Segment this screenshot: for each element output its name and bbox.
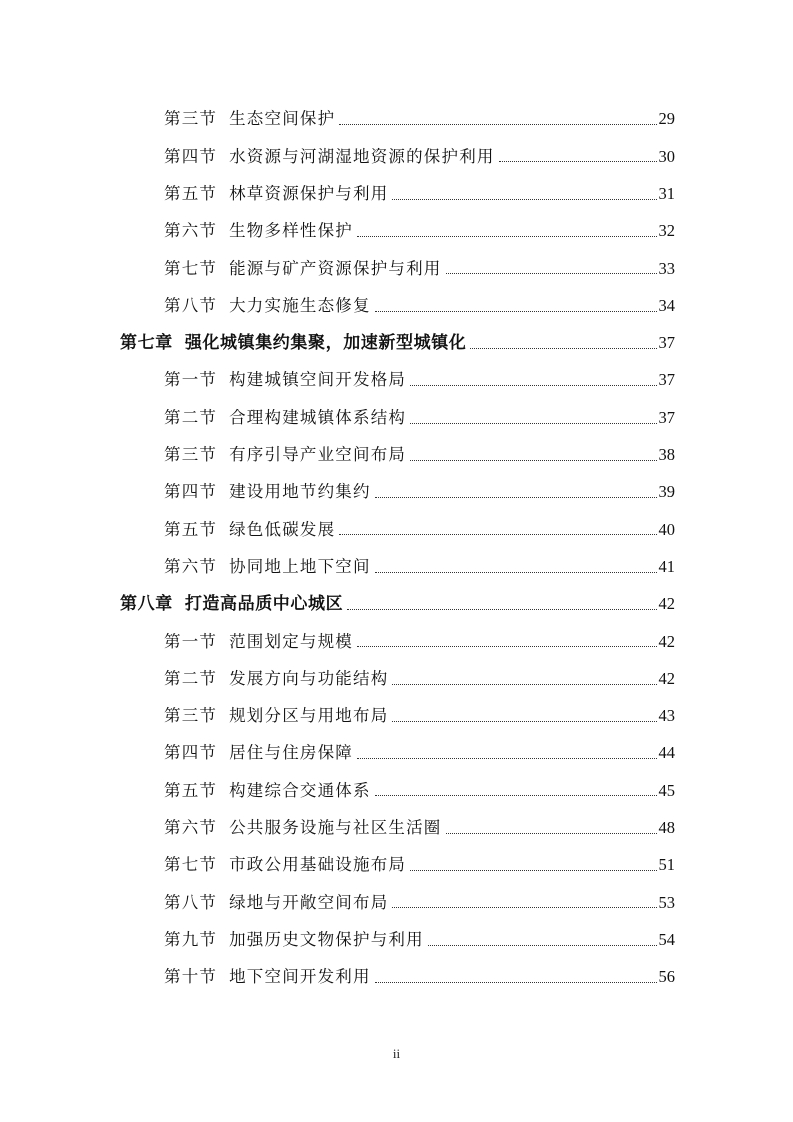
entry-title: 有序引导产业空间布局 xyxy=(229,445,407,465)
dot-leader xyxy=(499,161,657,162)
table-of-contents xyxy=(0,101,793,996)
entry-number: 第五节 xyxy=(164,519,218,539)
entry-page-number: 42 xyxy=(658,631,675,651)
entry-title: 市政公用基础设施布局 xyxy=(229,855,407,875)
entry-label xyxy=(120,332,467,353)
entry-label xyxy=(164,820,442,837)
entry-label xyxy=(164,668,389,688)
dot-leader xyxy=(470,348,656,349)
entry-page-number: 42 xyxy=(658,668,675,688)
entry-page-number: 40 xyxy=(658,519,675,539)
dot-leader xyxy=(375,311,657,312)
entry-page-number: 32 xyxy=(658,221,675,241)
entry-label xyxy=(164,407,407,427)
dot-leader xyxy=(410,870,656,871)
entry-label xyxy=(164,780,371,800)
dot-leader xyxy=(375,795,657,796)
toc-section-entry[interactable] xyxy=(0,250,793,287)
entry-number: 第九节 xyxy=(164,929,218,949)
toc-section-entry[interactable] xyxy=(0,176,793,213)
entry-number: 第四节 xyxy=(164,482,218,502)
entry-page-number: 34 xyxy=(658,295,675,315)
entry-number: 第六节 xyxy=(164,556,218,576)
entry-label xyxy=(164,484,371,501)
dot-leader xyxy=(410,460,656,461)
entry-page-number: 37 xyxy=(658,407,675,427)
entry-page-number: 37 xyxy=(658,370,675,390)
entry-label xyxy=(164,295,371,315)
dot-leader xyxy=(392,199,656,200)
dot-leader xyxy=(428,945,657,946)
entry-page-number: 56 xyxy=(658,967,675,987)
entry-title: 大力实施生态修复 xyxy=(229,295,371,315)
dot-leader xyxy=(446,273,657,274)
toc-section-entry[interactable] xyxy=(0,698,793,735)
entry-title: 居住与住房保障 xyxy=(229,743,354,763)
toc-chapter-entry[interactable] xyxy=(0,586,793,623)
dot-leader xyxy=(410,423,656,424)
entry-number: 第七章 xyxy=(120,332,173,353)
dot-leader xyxy=(392,907,656,908)
entry-number: 第三节 xyxy=(164,706,218,726)
entry-page-number: 54 xyxy=(658,929,675,949)
entry-title: 发展方向与功能结构 xyxy=(229,668,389,688)
toc-section-entry[interactable] xyxy=(0,511,793,548)
entry-number: 第八章 xyxy=(120,594,173,614)
dot-leader xyxy=(392,684,656,685)
toc-section-entry[interactable] xyxy=(0,772,793,809)
entry-title: 加强历史文物保护与利用 xyxy=(229,929,424,949)
entry-label xyxy=(164,929,424,949)
toc-section-entry[interactable] xyxy=(0,213,793,250)
toc-section-entry[interactable] xyxy=(0,847,793,884)
entry-page-number: 53 xyxy=(658,892,675,912)
entry-number: 第五节 xyxy=(164,183,218,203)
entry-page-number: 33 xyxy=(658,258,675,278)
dot-leader xyxy=(339,124,656,125)
toc-section-entry[interactable] xyxy=(0,362,793,399)
entry-number: 第十节 xyxy=(164,967,218,987)
entry-title: 范围划定与规模 xyxy=(229,631,354,651)
entry-label xyxy=(164,183,389,203)
entry-title: 公共服务设施与社区生活圈 xyxy=(229,818,442,838)
entry-page-number: 37 xyxy=(658,333,675,353)
toc-section-entry[interactable] xyxy=(0,474,793,511)
toc-section-entry[interactable] xyxy=(0,287,793,324)
entry-number: 第六节 xyxy=(164,818,218,838)
entry-label xyxy=(164,372,406,389)
entry-page-number: 41 xyxy=(658,556,675,576)
entry-label xyxy=(164,892,389,912)
dot-leader xyxy=(375,572,657,573)
entry-number: 第八节 xyxy=(164,892,218,912)
entry-number: 第四节 xyxy=(164,743,218,763)
entry-label xyxy=(164,146,495,166)
dot-leader xyxy=(392,721,656,722)
entry-title: 地下空间开发利用 xyxy=(229,967,371,987)
dot-leader xyxy=(347,609,656,610)
dot-leader xyxy=(357,236,656,237)
entry-label xyxy=(164,556,371,576)
entry-title: 林草资源保护与利用 xyxy=(229,183,389,203)
entry-number: 第三节 xyxy=(164,445,218,465)
entry-number: 第七节 xyxy=(164,258,218,278)
entry-page-number: 48 xyxy=(658,818,675,838)
entry-number: 第七节 xyxy=(164,855,218,875)
entry-label xyxy=(164,447,406,464)
entry-title: 规划分区与用地布局 xyxy=(229,706,389,726)
entry-label xyxy=(164,519,336,539)
toc-section-entry[interactable] xyxy=(0,660,793,697)
entry-title: 建设用地节约集约 xyxy=(229,482,371,502)
entry-page-number: 30 xyxy=(658,146,675,166)
toc-section-entry[interactable] xyxy=(0,959,793,996)
entry-page-number: 44 xyxy=(658,743,675,763)
entry-number: 第二节 xyxy=(164,407,218,427)
entry-page-number: 43 xyxy=(658,706,675,726)
dot-leader xyxy=(339,534,656,535)
toc-section-entry[interactable] xyxy=(0,437,793,474)
dot-leader xyxy=(410,385,656,386)
entry-number: 第八节 xyxy=(164,295,218,315)
entry-number: 第三节 xyxy=(164,109,218,129)
toc-section-entry[interactable] xyxy=(0,101,793,138)
toc-section-entry[interactable] xyxy=(0,399,793,436)
entry-title: 绿地与开敞空间布局 xyxy=(229,892,389,912)
entry-label xyxy=(164,631,354,651)
toc-chapter-entry[interactable] xyxy=(0,325,793,362)
toc-section-entry[interactable] xyxy=(0,623,793,660)
entry-title: 生物多样性保护 xyxy=(229,221,354,241)
entry-title: 构建综合交通体系 xyxy=(229,780,371,800)
toc-section-entry[interactable] xyxy=(0,884,793,921)
entry-title: 构建城镇空间开发格局 xyxy=(229,370,407,390)
page-number: ii xyxy=(392,1046,401,1061)
entry-page-number: 45 xyxy=(658,780,675,800)
entry-title: 绿色低碳发展 xyxy=(229,519,336,539)
dot-leader xyxy=(357,758,656,759)
entry-page-number: 51 xyxy=(658,855,675,875)
entry-page-number: 42 xyxy=(658,594,675,614)
entry-page-number: 29 xyxy=(658,109,675,129)
toc-section-entry[interactable] xyxy=(0,549,793,586)
entry-page-number: 38 xyxy=(658,445,675,465)
entry-title: 协同地上地下空间 xyxy=(229,556,371,576)
entry-title: 生态空间保护 xyxy=(229,109,336,129)
entry-label xyxy=(120,596,343,613)
entry-title: 打造高品质中心城区 xyxy=(184,594,344,614)
entry-label xyxy=(164,969,371,986)
entry-label xyxy=(164,708,388,725)
dot-leader xyxy=(375,497,657,498)
entry-number: 第四节 xyxy=(164,146,218,166)
entry-label xyxy=(164,223,353,240)
entry-number: 第二节 xyxy=(164,668,218,688)
entry-title: 合理构建城镇体系结构 xyxy=(229,407,407,427)
toc-section-entry[interactable] xyxy=(0,810,793,847)
entry-label xyxy=(164,111,335,128)
toc-section-entry[interactable] xyxy=(0,735,793,772)
entry-number: 第六节 xyxy=(164,221,218,241)
toc-section-entry[interactable] xyxy=(0,138,793,175)
toc-section-entry[interactable] xyxy=(0,922,793,959)
entry-title: 水资源与河湖湿地资源的保护利用 xyxy=(229,146,495,166)
entry-number: 第一节 xyxy=(164,370,218,390)
entry-number: 第一节 xyxy=(164,631,218,651)
dot-leader xyxy=(446,833,657,834)
entry-label xyxy=(164,258,442,278)
entry-page-number: 39 xyxy=(658,482,675,502)
entry-title: 强化城镇集约集聚，加速新型城镇化 xyxy=(184,332,467,353)
entry-label xyxy=(164,857,406,874)
dot-leader xyxy=(375,982,657,983)
entry-label xyxy=(164,745,353,762)
entry-number: 第五节 xyxy=(164,780,218,800)
dot-leader xyxy=(357,646,656,647)
entry-title: 能源与矿产资源保护与利用 xyxy=(229,258,442,278)
entry-page-number: 31 xyxy=(658,183,675,203)
